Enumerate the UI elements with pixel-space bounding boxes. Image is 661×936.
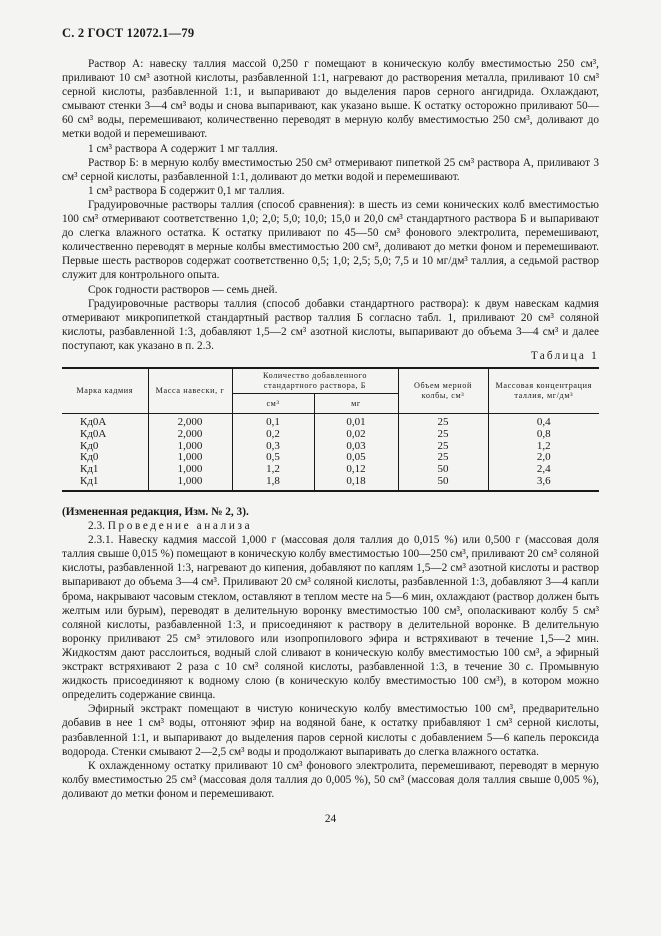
cell-amount-mg: 0,12 [314, 464, 398, 476]
cell-volume: 25 [398, 429, 488, 441]
revision-note: (Измененная редакция, Изм. № 2, 3). [62, 506, 249, 518]
cell-volume: 50 [398, 464, 488, 476]
cell-grade: Кд0 [62, 452, 148, 464]
cell-concentration: 2,4 [488, 464, 599, 476]
table-row [62, 464, 599, 476]
paragraph-shelf-life: Срок годности растворов — семь дней. [88, 283, 278, 296]
cell-amount-cm3: 0,1 [232, 414, 314, 429]
cell-grade: Кд0А [62, 414, 148, 429]
cell-amount-cm3: 1,2 [232, 464, 314, 476]
cell-amount-mg: 0,02 [314, 429, 398, 441]
cell-amount-cm3: 0,5 [232, 452, 314, 464]
section-heading [62, 519, 599, 533]
cell-grade: Кд0 [62, 441, 148, 453]
cell-concentration: 0,4 [488, 414, 599, 429]
cell-concentration: 2,0 [488, 452, 599, 464]
paragraph-solution-a-content: 1 см³ раствора А содержит 1 мг таллия. [88, 142, 278, 155]
table-row [62, 429, 599, 441]
col-header-amount-mg: мг [314, 394, 398, 414]
cell-mass: 2,000 [148, 414, 232, 429]
cell-amount-cm3: 0,3 [232, 441, 314, 453]
cell-amount-mg: 0,05 [314, 452, 398, 464]
cell-amount-mg: 0,03 [314, 441, 398, 453]
section-title: Проведение анализа [107, 520, 253, 533]
paragraph-solution-b: Раствор Б: в мерную колбу вместимостью 250 см³ отмеривают пипеткой 25 см³ раствора А, приливают 3 см³ серной кислоты, разбавленной 1:1, доливают до метки водой и перемешивают. [62, 156, 599, 183]
paragraph-ether-extract: Эфирный экстракт помещают в чистую коническую колбу вместимостью 100 см³, предварительно добавив в нее 1 см³ воды, отгоняют эфир на водяной бане, к остатку прибавляют 1 см³ серной кислоты, разбавленной 1:1, и выпаривают до выделения паров серной кислоты с добавлением 5—6 капель пероксида водорода. Стенки смывают 2—2,5 см³ воды и продолжают выпаривать до слегка влажного остатка. [62, 703, 599, 758]
table-caption: Таблица 1 [530, 350, 599, 362]
cell-amount-cm3: 1,8 [232, 476, 314, 491]
col-header-concentration: Массовая концентрация таллия, мг/дм³ [488, 368, 599, 414]
cell-grade: Кд1 [62, 464, 148, 476]
cell-amount-mg: 0,01 [314, 414, 398, 429]
cell-volume: 25 [398, 414, 488, 429]
paragraph-solution-a: Раствор А: навеску таллия массой 0,250 г помещают в коническую колбу вместимостью 250 см³, приливают 10 см³ азотной кислоты, разбавленной 1:1, нагревают до растворения металла, приливают 10 см³ серной кислоты, разбавленной 1:1, и выпаривают до выделения паров серного ангидрида. Охлаждают, смывают стенки 3—4 см³ воды и снова выпаривают, как указано выше. К остатку осторожно приливают 50—60 см³ воды, перемешивают, количественно переводят в мерную колбу вместимостью 250 см³, доливают до метки водой и перемешивают. [62, 58, 599, 141]
cell-volume: 25 [398, 441, 488, 453]
table-1 [62, 367, 599, 492]
cell-mass: 1,000 [148, 476, 232, 491]
top-text-block [62, 57, 599, 353]
paragraph-calibration-addition: Градуировочные растворы таллия (способ добавки стандартного раствора): к двум навескам кадмия отмеривают микропипеткой стандартный раствор таллия Б согласно табл. 1, приливают 20 см³ соляной кислоты, разбавленной 1:3, добавляют 1,5—2 см³ азотной кислоты, выпаривают до объема 3—4 см³ и далее поступают, как указано в п. 2.3. [62, 297, 599, 352]
cell-mass: 2,000 [148, 429, 232, 441]
cell-concentration: 1,2 [488, 441, 599, 453]
cell-grade: Кд0А [62, 429, 148, 441]
cell-amount-mg: 0,18 [314, 476, 398, 491]
page-number: 24 [324, 813, 337, 825]
table-row [62, 476, 599, 491]
col-header-volume: Объем мерной колбы, см³ [398, 368, 488, 414]
cell-volume: 25 [398, 452, 488, 464]
cell-concentration: 3,6 [488, 476, 599, 491]
cell-mass: 1,000 [148, 452, 232, 464]
table-row [62, 441, 599, 453]
bottom-text-block [62, 505, 599, 801]
paragraph-calibration-comparison: Градуировочные растворы таллия (способ сравнения): в шесть из семи конических колб вместимостью 100 см³ отмеривают соответственно 1,0; 2,0; 5,0; 10,0; 15,0 и 20,0 см³ стандартного раствора Б и выпаривают до слегка влажного остатка. К остатку приливают по 45—50 см³ фонового электролита, перемешивают, количественно переводят в мерные колбы вместимостью 200 см³, доливают до метки фоном и перемешивают. Первые шесть растворов содержат соответственно 0,5; 1,0; 2,5; 5,0; 7,5 и 10 мг/дм³ таллия, а седьмой раствор служит для контрольного опыта. [62, 198, 599, 282]
cell-concentration: 0,8 [488, 429, 599, 441]
cell-mass: 1,000 [148, 441, 232, 453]
col-header-grade: Марка кадмия [62, 368, 148, 414]
cell-amount-cm3: 0,2 [232, 429, 314, 441]
col-header-amount-cm3: см³ [232, 394, 314, 414]
cell-mass: 1,000 [148, 464, 232, 476]
cell-grade: Кд1 [62, 476, 148, 491]
paragraph-2-3-1: 2.3.1. Навеску кадмия массой 1,000 г (массовая доля таллия до 0,015 %) или 0,500 г (массовая доля таллия свыше 0,015 %) помещают в коническую колбу вместимостью 100—250 см³, приливают 20 см³ соляной кислоты, разбавленной 1:3, нагревают до кипения, добавляют по каплям 1,5—2 см³ азотной кислоты и раствор выпаривают до объема 3—4 см³. Приливают 20 см³ соляной кислоты, разбавленной 1:3, добавляют 3—4 капли брома, накрывают часовым стеклом, оставляют в теплом месте на 5—6 мин, охлаждают (раствор должен быть желтым или бурым), переводят в делительную воронку вместимостью 100 см³, ополаскивают колбу 5 см³ соляной кислоты, разбавленной 1:3, и присоединяют к раствору в делительной воронке. В делительную воронку приливают 25 см³ этилового или изопропилового эфира и встряхивают в течение 1,5—2 мин. Жидкостям дают расслоиться, водный слой сливают в коническую колбу вместимостью 100 см³, а эфирный экстракт встряхивают 2 раза с 10 см³ соляной кислоты, разбавленной 1:3, в течение 30 с. Промывную жидкость присоединяют к водному слою (в коническую колбу вместимостью 100 см³), в котором можно определить содержание свинца. [62, 534, 599, 702]
page-header: С. 2 ГОСТ 12072.1—79 [62, 26, 195, 40]
col-header-mass: Масса навески, г [148, 368, 232, 414]
cell-volume: 50 [398, 476, 488, 491]
paragraph-cooled-residue: К охлажденному остатку приливают 10 см³ фонового электролита, перемешивают, переводят в мерную колбу вместимостью 25 см³ (массовая доля таллия до 0,005 %), 50 см³ (массовая доля таллия свыше 0,005 %), доливают до метки фоном и перемешивают. [62, 759, 599, 800]
col-header-amount: Количество добавленного стандартного раствора, Б [232, 368, 398, 394]
table-row [62, 452, 599, 464]
table-row [62, 414, 599, 429]
paragraph-solution-b-content: 1 см³ раствора Б содержит 0,1 мг таллия. [88, 184, 285, 197]
section-number: 2.3. [88, 520, 105, 533]
